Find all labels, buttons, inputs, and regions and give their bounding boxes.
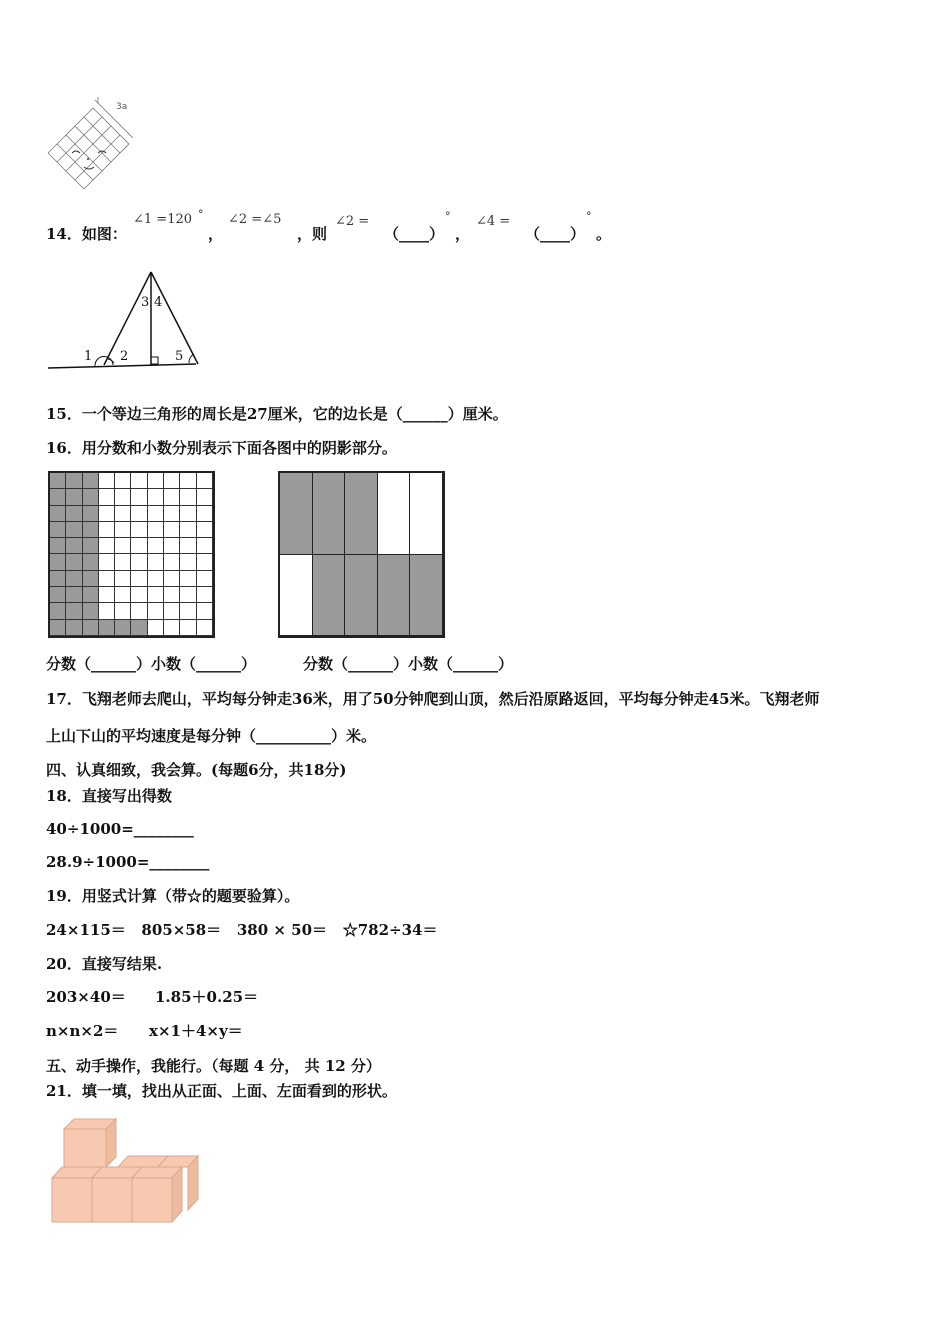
grid-cell (180, 473, 196, 489)
grid-cell (99, 538, 115, 554)
q14-prefix: 14．如图： (46, 225, 127, 243)
q14-mid: ，则 (297, 225, 328, 243)
section5-title: 五、动手操作，我能行。（每题 4 分， 共 12 分） (46, 1057, 381, 1075)
grid-cell (164, 489, 180, 505)
grid-cell (83, 620, 99, 636)
grid-cell (197, 538, 213, 554)
grid-cell (131, 587, 147, 603)
grid-cell (180, 538, 196, 554)
q19-title: 19．用竖式计算（带☆的题要验算）。 (46, 887, 300, 905)
rect-part (280, 473, 313, 555)
grid-cell (115, 538, 131, 554)
q20-row1a: 203×40＝ (46, 988, 126, 1006)
grid-cell (66, 506, 82, 522)
grid-cell (99, 522, 115, 538)
grid-cell (50, 571, 66, 587)
grid-cell (50, 522, 66, 538)
rect-part (345, 555, 378, 637)
grid-cell (99, 554, 115, 570)
q14-degree-1: ° (198, 208, 204, 221)
q20-title: 20．直接写结果. (46, 955, 163, 973)
q14-angle-2-label: 2 (120, 349, 129, 364)
q14-angle-1-label: 1 (84, 349, 93, 364)
grid-cell (131, 620, 147, 636)
grid-cell (164, 554, 180, 570)
grid-cell (115, 571, 131, 587)
grid-cell (66, 587, 82, 603)
grid-cell (99, 473, 115, 489)
grid-cell (197, 571, 213, 587)
rect-part (313, 473, 346, 555)
rect-part (313, 555, 346, 637)
q14-angle-4-label: 4 (154, 295, 163, 310)
grid-cell (83, 489, 99, 505)
q14-expr3: ∠2 = (335, 214, 370, 229)
grid-cell (131, 522, 147, 538)
q19-items: 24×115＝ 805×58＝ 380 × 50＝ ☆782÷34＝ (46, 921, 438, 939)
q17-line1: 17．飞翔老师去爬山，平均每分钟走36米，用了50分钟爬到山顶，然后沿原路返回，平均每分钟走45米。飞翔老师 (46, 690, 820, 708)
grid-cell (164, 522, 180, 538)
grid-cell (115, 554, 131, 570)
q16-rectangle-tenths (278, 471, 445, 638)
grid-cell (148, 489, 164, 505)
rect-part (410, 473, 443, 555)
q14-triangle-figure (46, 262, 216, 374)
grid-cell (50, 538, 66, 554)
q14-blank2[interactable]: （____） (525, 225, 586, 243)
grid-cell (83, 522, 99, 538)
grid-cell (197, 473, 213, 489)
grid-cell (115, 506, 131, 522)
grid-cell (148, 603, 164, 619)
grid-cell (197, 620, 213, 636)
grid-cell (164, 603, 180, 619)
grid-cell (164, 473, 180, 489)
grid-cell (148, 522, 164, 538)
rect-part (378, 473, 411, 555)
q14-expr2: ∠2 =∠5 (228, 212, 282, 227)
q16-answer-2[interactable]: 分数（______）小数（______） (303, 655, 514, 673)
grid-cell (197, 522, 213, 538)
grid-cell (83, 538, 99, 554)
grid-cell (148, 538, 164, 554)
grid-cell (197, 489, 213, 505)
q18-title: 18．直接写出得数 (46, 787, 172, 805)
q21-title: 21．填一填，找出从正面、上面、左面看到的形状。 (46, 1082, 397, 1100)
grid-cell (131, 473, 147, 489)
q14-sep1: ， (208, 225, 224, 243)
grid-cell (50, 489, 66, 505)
grid-cell (83, 603, 99, 619)
q21-cubes-figure (48, 1115, 208, 1227)
rect-part (378, 555, 411, 637)
grid-cell (180, 620, 196, 636)
grid-cell (99, 620, 115, 636)
grid-cell (66, 554, 82, 570)
section4-title: 四、认真细致，我会算。(每题6分，共18分) (46, 761, 347, 779)
grid-cell (148, 571, 164, 587)
grid-cell (83, 554, 99, 570)
grid-cell (180, 571, 196, 587)
grid-cell (131, 538, 147, 554)
q14-degree-2: ° (445, 210, 451, 223)
rect-part (345, 473, 378, 555)
grid-cell (180, 522, 196, 538)
q14-end: 。 (596, 225, 612, 243)
q20-row1b: 1.85＋0.25＝ (155, 988, 259, 1006)
grid-cell (83, 571, 99, 587)
grid-cell (197, 603, 213, 619)
grid-cell (131, 571, 147, 587)
grid-cell (180, 603, 196, 619)
q15-text: 15．一个等边三角形的周长是27厘米，它的边长是（______）厘米。 (46, 405, 508, 423)
grid-cell (99, 489, 115, 505)
grid-cell (50, 587, 66, 603)
grid-cell (148, 554, 164, 570)
q18-item1: 40÷1000=________ (46, 820, 194, 838)
rect-part (410, 555, 443, 637)
q20-row2b: x×1＋4×y＝ (149, 1022, 243, 1040)
grid-cell (50, 603, 66, 619)
grid-cell (66, 571, 82, 587)
q14-angle-5-label: 5 (175, 349, 184, 364)
grid-cell (115, 587, 131, 603)
q18-item2: 28.9÷1000=________ (46, 853, 210, 871)
grid-cell (99, 603, 115, 619)
grid-cell (66, 538, 82, 554)
grid-cell (99, 506, 115, 522)
grid-cell (115, 489, 131, 505)
grid-cell (148, 587, 164, 603)
grid-cell (131, 554, 147, 570)
q16-hundred-grid (48, 471, 215, 638)
grid-cell (66, 603, 82, 619)
grid-cell (50, 506, 66, 522)
q13-face-grid-figure (40, 95, 150, 200)
grid-cell (180, 554, 196, 570)
q17-line2: 上山下山的平均速度是每分钟（__________）米。 (46, 727, 377, 745)
grid-cell (99, 587, 115, 603)
q14-degree-3: ° (586, 210, 592, 223)
grid-cell (148, 506, 164, 522)
grid-cell (115, 620, 131, 636)
grid-cell (115, 473, 131, 489)
grid-cell (50, 554, 66, 570)
grid-cell (180, 489, 196, 505)
q14-expr1: ∠1 =120 (133, 212, 193, 227)
q14-expr4: ∠4 = (476, 214, 511, 229)
grid-cell (50, 473, 66, 489)
grid-cell (83, 587, 99, 603)
grid-cell (197, 554, 213, 570)
grid-cell (197, 506, 213, 522)
grid-cell (164, 620, 180, 636)
q14-blank1[interactable]: （____） (384, 225, 445, 243)
rect-part (280, 555, 313, 637)
grid-cell (66, 620, 82, 636)
q20-row2a: n×n×2＝ (46, 1022, 119, 1040)
grid-cell (115, 603, 131, 619)
grid-cell (164, 506, 180, 522)
grid-cell (164, 571, 180, 587)
grid-cell (115, 522, 131, 538)
q14-sep2: ， (455, 225, 471, 243)
grid-cell (131, 603, 147, 619)
q14-angle-3-label: 3 (141, 295, 150, 310)
grid-cell (164, 538, 180, 554)
q16-answer-1[interactable]: 分数（______）小数（______） (46, 655, 257, 673)
grid-cell (148, 620, 164, 636)
grid-cell (180, 587, 196, 603)
grid-cell (66, 489, 82, 505)
grid-cell (164, 587, 180, 603)
grid-cell (197, 587, 213, 603)
grid-cell (99, 571, 115, 587)
grid-cell (131, 489, 147, 505)
grid-cell (148, 473, 164, 489)
grid-cell (180, 506, 196, 522)
grid-cell (66, 522, 82, 538)
grid-cell (66, 473, 82, 489)
grid-cell (50, 620, 66, 636)
q13-label: 3a (116, 102, 128, 112)
grid-cell (131, 506, 147, 522)
q16-text: 16．用分数和小数分别表示下面各图中的阴影部分。 (46, 439, 397, 457)
grid-cell (83, 506, 99, 522)
grid-cell (83, 473, 99, 489)
